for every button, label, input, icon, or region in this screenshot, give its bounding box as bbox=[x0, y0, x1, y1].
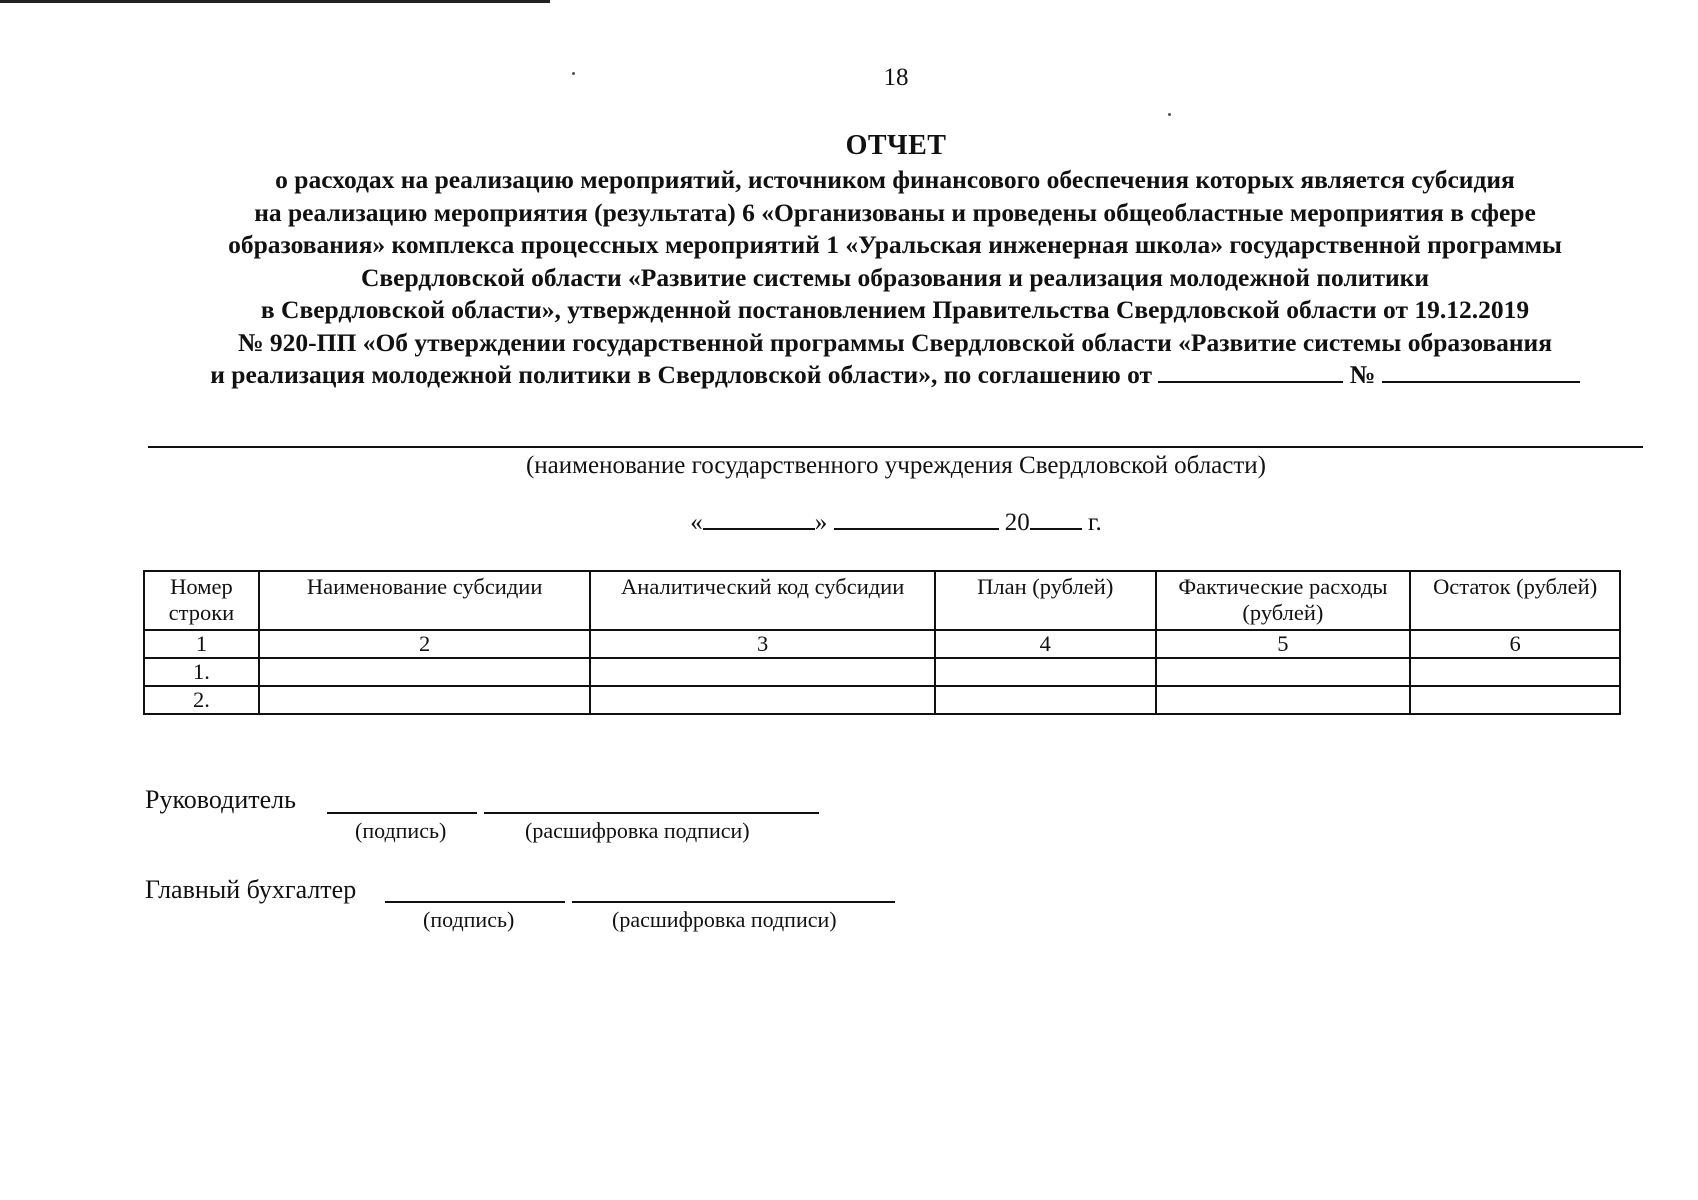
report-date-line bbox=[0, 508, 1698, 537]
column-number: 5 bbox=[1156, 630, 1411, 658]
head-decoding-caption: (расшифровка подписи) bbox=[525, 818, 750, 843]
table-cell[interactable] bbox=[1410, 686, 1620, 714]
chief-accountant-signature-blank[interactable] bbox=[385, 901, 565, 903]
column-header: Фактические расходы (рублей) bbox=[1156, 571, 1411, 630]
report-subtitle bbox=[140, 164, 1650, 392]
table-cell[interactable] bbox=[1156, 658, 1411, 686]
subtitle-line: образования» комплекса процессных мероприятий 1 «Уральская инженерная школа» государственной программы bbox=[228, 230, 1562, 259]
table-header-row bbox=[144, 571, 1620, 630]
scan-edge-line bbox=[0, 0, 550, 3]
report-title: ОТЧЕТ bbox=[845, 130, 947, 161]
table-cell[interactable] bbox=[935, 686, 1156, 714]
row-number-cell: 1. bbox=[144, 658, 259, 686]
head-signature-blank[interactable] bbox=[327, 812, 477, 814]
head-label: Руководитель bbox=[145, 785, 296, 814]
chief-accountant-label: Главный бухгалтер bbox=[145, 875, 357, 904]
table-row bbox=[144, 658, 1620, 686]
table-row bbox=[144, 686, 1620, 714]
column-header: Аналитический код субсидии bbox=[590, 571, 935, 630]
column-header: План (рублей) bbox=[935, 571, 1156, 630]
table-cell[interactable] bbox=[259, 686, 591, 714]
head-signature-caption: (подпись) bbox=[355, 818, 447, 843]
column-header: Номер строки bbox=[144, 571, 259, 630]
subtitle-line: Свердловской области «Развитие системы образования и реализация молодежной политики bbox=[360, 262, 1430, 292]
head-decoding-blank[interactable] bbox=[484, 812, 819, 814]
table-cell[interactable] bbox=[590, 658, 935, 686]
institution-name-blank[interactable] bbox=[148, 446, 1643, 448]
year-blank[interactable] bbox=[1030, 508, 1082, 530]
number-sign: № bbox=[1349, 360, 1376, 389]
column-number: 6 bbox=[1410, 630, 1620, 658]
column-number: 1 bbox=[144, 630, 259, 658]
date-open-quote: « bbox=[690, 509, 703, 536]
institution-caption: (наименование государственного учреждения Свердловской области) bbox=[525, 452, 1267, 479]
year-suffix: г. bbox=[1088, 509, 1102, 536]
subtitle-line: на реализацию мероприятия (результата) 6 «Организованы и проведены общеобластные мероприятия в сфере bbox=[254, 197, 1536, 227]
scan-speck bbox=[1168, 113, 1171, 116]
column-number: 3 bbox=[590, 630, 935, 658]
row-number-cell: 2. bbox=[144, 686, 259, 714]
column-header: Наименование субсидии bbox=[259, 571, 591, 630]
agreement-number-blank[interactable] bbox=[1382, 359, 1580, 383]
subtitle-line: № 920-ПП «Об утверждении государственной программы Свердловской области «Развитие системы образования bbox=[237, 327, 1553, 357]
table-cell[interactable] bbox=[1410, 658, 1620, 686]
table-cell[interactable] bbox=[590, 686, 935, 714]
table-cell[interactable] bbox=[935, 658, 1156, 686]
agreement-date-blank[interactable] bbox=[1158, 359, 1343, 383]
column-number-row bbox=[144, 630, 1620, 658]
report-table bbox=[143, 570, 1621, 715]
subtitle-last-line bbox=[140, 359, 1650, 392]
chief-accountant-decoding-blank[interactable] bbox=[572, 901, 895, 903]
year-prefix: 20 bbox=[1004, 509, 1030, 536]
agreement-text: и реализация молодежной политики в Свердловской области», по соглашению от bbox=[210, 360, 1153, 389]
table-cell[interactable] bbox=[259, 658, 591, 686]
subtitle-line: в Свердловской области», утвержденной постановлением Правительства Свердловской области от 19.12.2019 bbox=[260, 295, 1530, 324]
date-close-quote: » bbox=[814, 509, 828, 536]
subtitle-line: о расходах на реализацию мероприятий, источником финансового обеспечения которых является субсидия bbox=[275, 165, 1515, 194]
column-header: Остаток (рублей) bbox=[1410, 571, 1620, 630]
chief-accountant-signature-caption: (подпись) bbox=[423, 907, 515, 932]
column-number: 4 bbox=[935, 630, 1156, 658]
day-blank[interactable] bbox=[703, 508, 815, 530]
month-blank[interactable] bbox=[834, 508, 999, 530]
column-number: 2 bbox=[259, 630, 591, 658]
page-number: 18 bbox=[883, 64, 909, 91]
chief-accountant-decoding-caption: (расшифровка подписи) bbox=[612, 907, 837, 932]
table-cell[interactable] bbox=[1156, 686, 1411, 714]
